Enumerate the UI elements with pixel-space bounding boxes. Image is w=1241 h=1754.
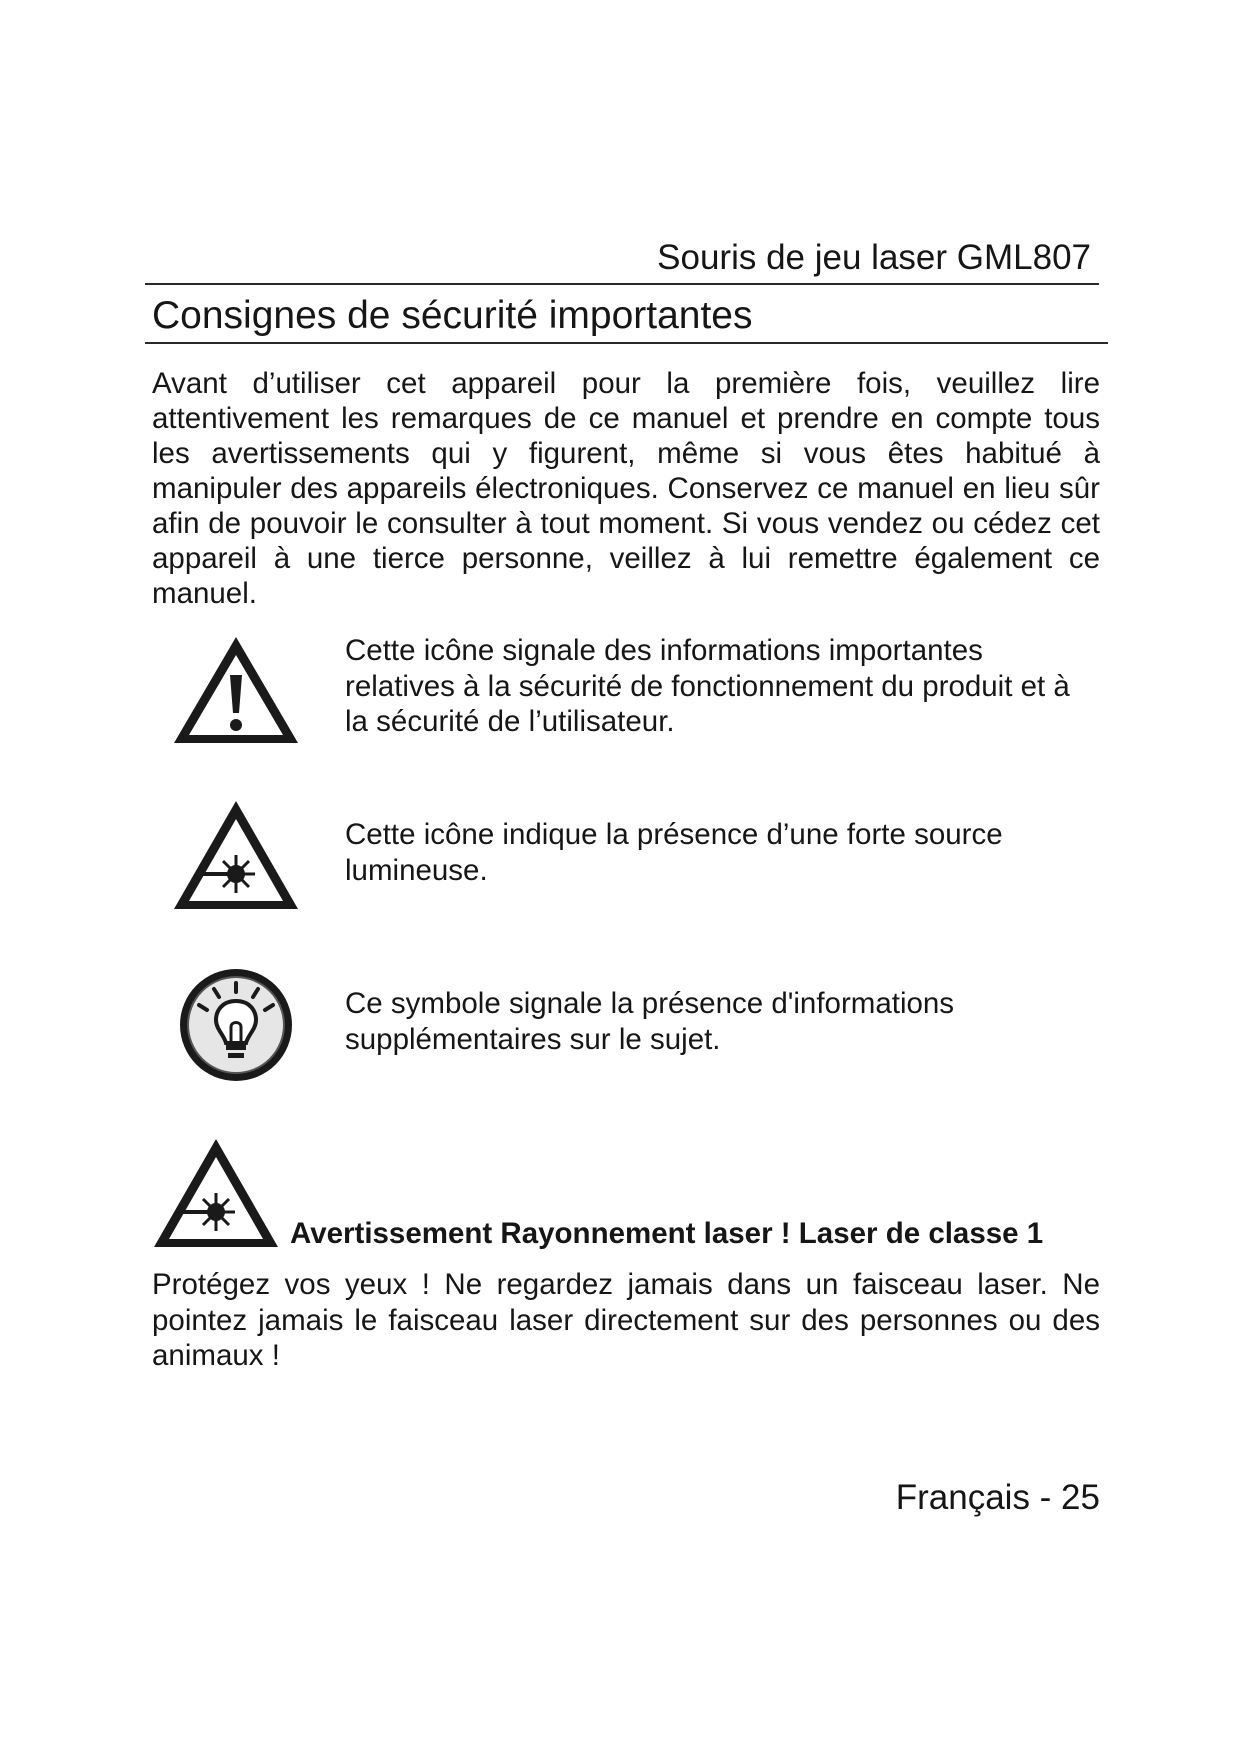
lightbulb-info-icon <box>176 965 296 1085</box>
symbol-desc-info: Ce symbole signale la présence d'informations supplémentaires sur le sujet. <box>345 987 955 1056</box>
laser-warning-heading: Avertissement Rayonnement laser ! Laser de classe 1 <box>290 1217 1044 1250</box>
laser-warning-icon <box>150 1135 282 1251</box>
header-divider <box>145 283 1099 285</box>
symbol-desc-laser: Cette icône indique la présence d’une forte source lumineuse. <box>345 818 1003 887</box>
symbol-desc-warning: Cette icône signale des informations importantes relatives à la sécurité de fonctionnement du produit et à la sécurité de l’utilisateur. <box>345 634 1070 738</box>
page-number: Français - 25 <box>895 1478 1100 1517</box>
title-divider <box>145 342 1108 344</box>
laser-warning-body: Protégez vos yeux ! Ne regardez jamais dans un faisceau laser. Ne pointez jamais le faisceau laser directement sur des personnes ou des animaux ! <box>152 1268 1100 1372</box>
running-header: Souris de jeu laser GML807 <box>657 238 1091 277</box>
section-title: Consignes de sécurité importantes <box>152 294 753 337</box>
intro-paragraph: Avant d’utiliser cet appareil pour la première fois, veuillez lire attentivement les remarques de ce manuel et prendre en compte tous les avertissements qui y figurent, même si vous êtes habitué à manipuler des appareils électroniques. Conservez ce manuel en lieu sûr afin de pouvoir le consulter à tout moment. Si vous vendez ou cédez cet appareil à une tierce personne, veillez à lui remettre également ce manuel. <box>152 367 1100 610</box>
laser-warning-icon <box>170 797 302 913</box>
warning-exclamation-icon <box>170 633 302 747</box>
